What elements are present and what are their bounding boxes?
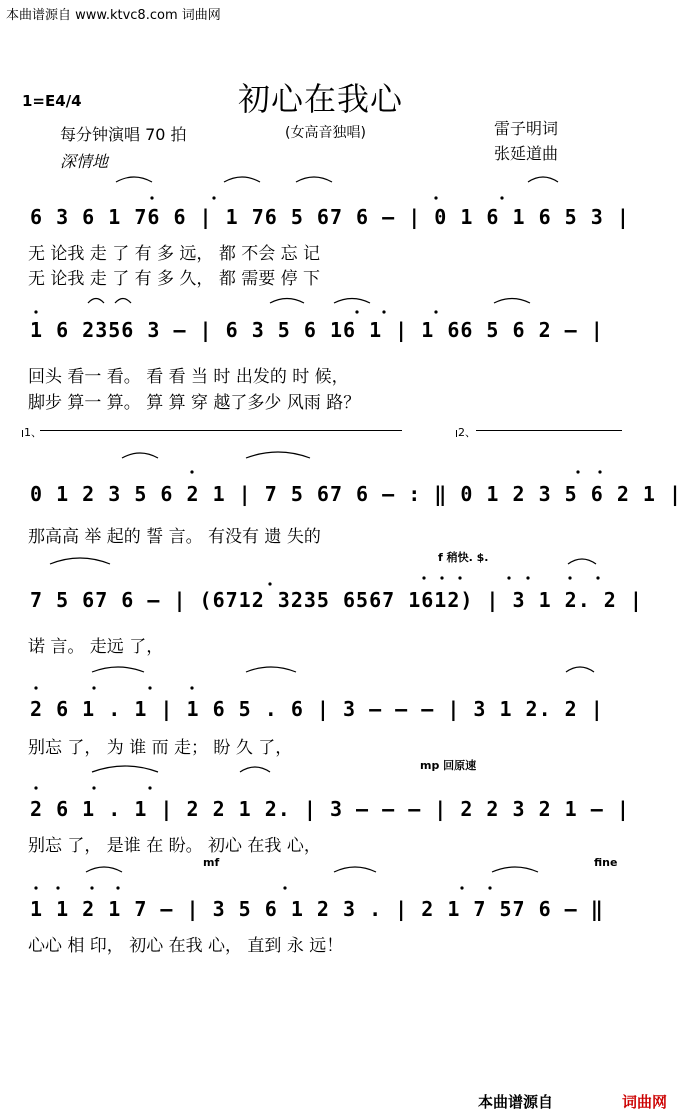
octave-dot [34,786,37,789]
slur [224,177,260,182]
notation-line-2: 1 6 2356 3 — | 6 3 5 6 16 1 | 1 66 5 6 2 — | [30,318,604,342]
octave-dot [92,686,95,689]
octave-dot [500,196,503,199]
octave-dot [190,470,193,473]
octave-dot [34,686,37,689]
octave-dot [488,886,491,889]
octave-dot [422,576,425,579]
octave-dot [116,886,119,889]
tempo-primo-marking: mp 回原速 [420,759,477,772]
slur [115,299,131,304]
slur [568,559,596,564]
slur [122,453,158,458]
footer-source-label: 本曲谱源自 [478,1093,554,1111]
lyrics-line-1-verse-1: 无 论我 走 了 有 多 远， 都 不会 忘 记 [28,244,321,264]
lyricist: 雷子明词 [494,119,559,138]
lyrics-line-1-verse-2: 无 论我 走 了 有 多 久， 都 需要 停 下 [28,269,321,289]
slur [240,767,270,772]
slur [296,177,332,182]
slur [246,452,310,458]
octave-dot [34,310,37,313]
lyrics-line-7: 心心 相 印， 初心 在我 心， 直到 永 远！ [28,936,344,956]
notation-line-1: 6 3 6 1 76 6 | 1 76 5 67 6 — | 0 1 6 1 6 5 3 | [30,205,630,229]
octave-dot [355,310,358,313]
slur [88,299,104,304]
slur [86,867,122,872]
octave-dot [150,196,153,199]
octave-dot [460,886,463,889]
octave-dot [434,310,437,313]
octave-dot [148,786,151,789]
key-signature: 1=E4/4 [22,92,82,110]
slur [270,299,304,304]
slur [494,299,530,304]
slur [334,867,376,872]
lyrics-line-2-verse-1: 回头 看一 看。 看 看 当 时 出发的 时 候， [28,367,349,387]
footer-site-logo: 词曲网 [622,1093,668,1111]
octave-dot [440,576,443,579]
slur [246,667,296,672]
octave-dot [568,576,571,579]
volta-2-label: 2、 [458,426,476,439]
slur [92,667,144,672]
octave-dot [34,886,37,889]
slur [492,867,538,872]
lyrics-line-3: 那高高 举 起的 誓 言。 有没有 遗 失的 [28,527,321,547]
slur [92,766,158,772]
notation-line-4: 7 5 67 6 — | (6712 3235 6567 1612) | 3 1 2. 2 | [30,588,643,612]
faster-marking: f 稍快. $. [438,551,489,564]
octave-dot [507,576,510,579]
mf-marking: mf [203,856,220,869]
octave-dot [458,576,461,579]
slur [116,177,152,182]
octave-dot [56,886,59,889]
lyrics-line-2-verse-2: 脚步 算一 算。 算 算 穿 越了多少 风雨 路？ [28,393,361,413]
lyrics-line-4: 诺 言。 走远 了， [28,637,164,657]
fine-marking: fine [594,856,618,869]
octave-dot [90,886,93,889]
expression-marking: 深情地 [60,152,109,171]
lyrics-line-6: 别忘 了， 是谁 在 盼。 初心 在我 心， [28,836,321,856]
slur [50,558,110,564]
octave-dot [283,886,286,889]
notation-line-7: 1 1 2 1 7 — | 3 5 6 1 2 3 . | 2 1 7 57 6 — ‖ [30,897,604,921]
octave-dot [190,686,193,689]
octave-dot [382,310,385,313]
octave-dot [598,470,601,473]
octave-dot [526,576,529,579]
octave-dot [92,786,95,789]
octave-dot [212,196,215,199]
octave-dot [576,470,579,473]
slur [334,299,370,304]
notation-line-6: 2 6 1 . 1 | 2 2 1 2. | 3 — — — | 2 2 3 2 1 — | [30,797,630,821]
composer: 张延道曲 [494,144,559,163]
lyrics-line-5: 别忘 了， 为 谁 而 走； 盼 久 了， [28,738,293,758]
tempo-marking: 每分钟演唱 70 拍 [60,125,187,144]
voice-type: (女高音独唱) [285,125,366,141]
octave-dot [268,582,271,585]
octave-dot [434,196,437,199]
slur [528,177,558,182]
watermark: 本曲谱源自 www.ktvc8.com 词曲网 [6,8,221,23]
notation-line-5: 2 6 1 . 1 | 1 6 5 . 6 | 3 — — — | 3 1 2. 2 | [30,697,604,721]
song-title: 初心在我心 [238,80,404,118]
slur [566,667,594,672]
notation-line-3: 0 1 2 3 5 6 2 1 | 7 5 67 6 — : ‖ 0 1 2 3 5 6 2 1 | [30,482,683,506]
octave-dot [148,686,151,689]
volta-1-label: 1、 [24,426,42,439]
octave-dot [596,576,599,579]
